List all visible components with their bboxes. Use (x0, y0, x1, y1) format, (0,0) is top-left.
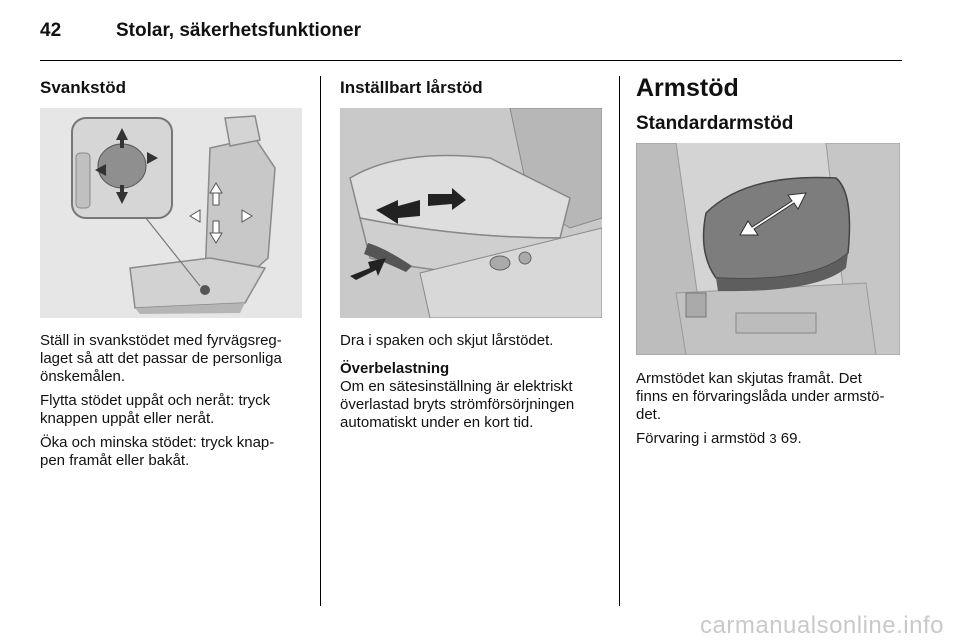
section-heading-armrest: Armstöd (636, 74, 739, 102)
thigh-text-block (340, 332, 610, 432)
lumbar-para1-line3: önskemålen. (40, 368, 126, 385)
page-reference-link[interactable]: 69. (780, 430, 802, 447)
thigh-para1: Dra i spaken och skjut lårstödet. (340, 332, 554, 349)
lumbar-para1-line2: laget så att det passar de personliga (40, 350, 282, 367)
column-armrest (636, 74, 906, 135)
page-number: 42 (40, 20, 62, 41)
column-lumbar (40, 78, 305, 98)
section-heading-lumbar: Svankstöd (40, 78, 126, 97)
armrest-para1-line2: finns en förvaringslåda under armstö- (636, 388, 885, 405)
header-rule (40, 60, 902, 61)
overload-line2: överlastad bryts strömförsörjningen (340, 396, 575, 413)
subheading-standard-armrest: Standardarmstöd (636, 113, 794, 134)
thigh-support-illustration (340, 108, 602, 318)
lumbar-para2-line2: knappen uppåt eller neråt. (40, 410, 215, 427)
page-header (40, 18, 902, 62)
armrest-illustration (636, 143, 900, 355)
lumbar-text-block (40, 332, 310, 470)
lumbar-para1-line1: Ställ in svankstödet med fyrvägsreg- (40, 332, 282, 349)
overload-line1: Om en sätesinställning är elektriskt (340, 378, 573, 395)
section-heading-thigh-support: Inställbart lårstöd (340, 78, 483, 97)
overload-line3: automatiskt under en kort tid. (340, 414, 534, 431)
overload-subheading: Överbelastning (340, 360, 450, 377)
lumbar-support-illustration (40, 108, 302, 318)
armrest-storage-text: Förvaring i armstöd (636, 430, 766, 447)
watermark: carmanualsonline.info (700, 612, 944, 639)
chapter-title: Stolar, säkerhetsfunktioner (116, 20, 361, 41)
armrest-para1-line3: det. (636, 406, 662, 423)
armrest-para2 (636, 430, 906, 448)
page-reference-arrow-icon: 3 (769, 431, 777, 446)
column-divider-2 (619, 76, 620, 606)
lumbar-para3-line2: pen framåt eller bakåt. (40, 452, 190, 469)
column-thigh-support (340, 78, 605, 98)
column-divider-1 (320, 76, 321, 606)
armrest-para1-line1: Armstödet kan skjutas framåt. Det (636, 370, 862, 387)
armrest-text-block (636, 370, 906, 448)
lumbar-para3-line1: Öka och minska stödet: tryck knap- (40, 434, 275, 451)
lumbar-para2-line1: Flytta stödet uppåt och neråt: tryck (40, 392, 271, 409)
